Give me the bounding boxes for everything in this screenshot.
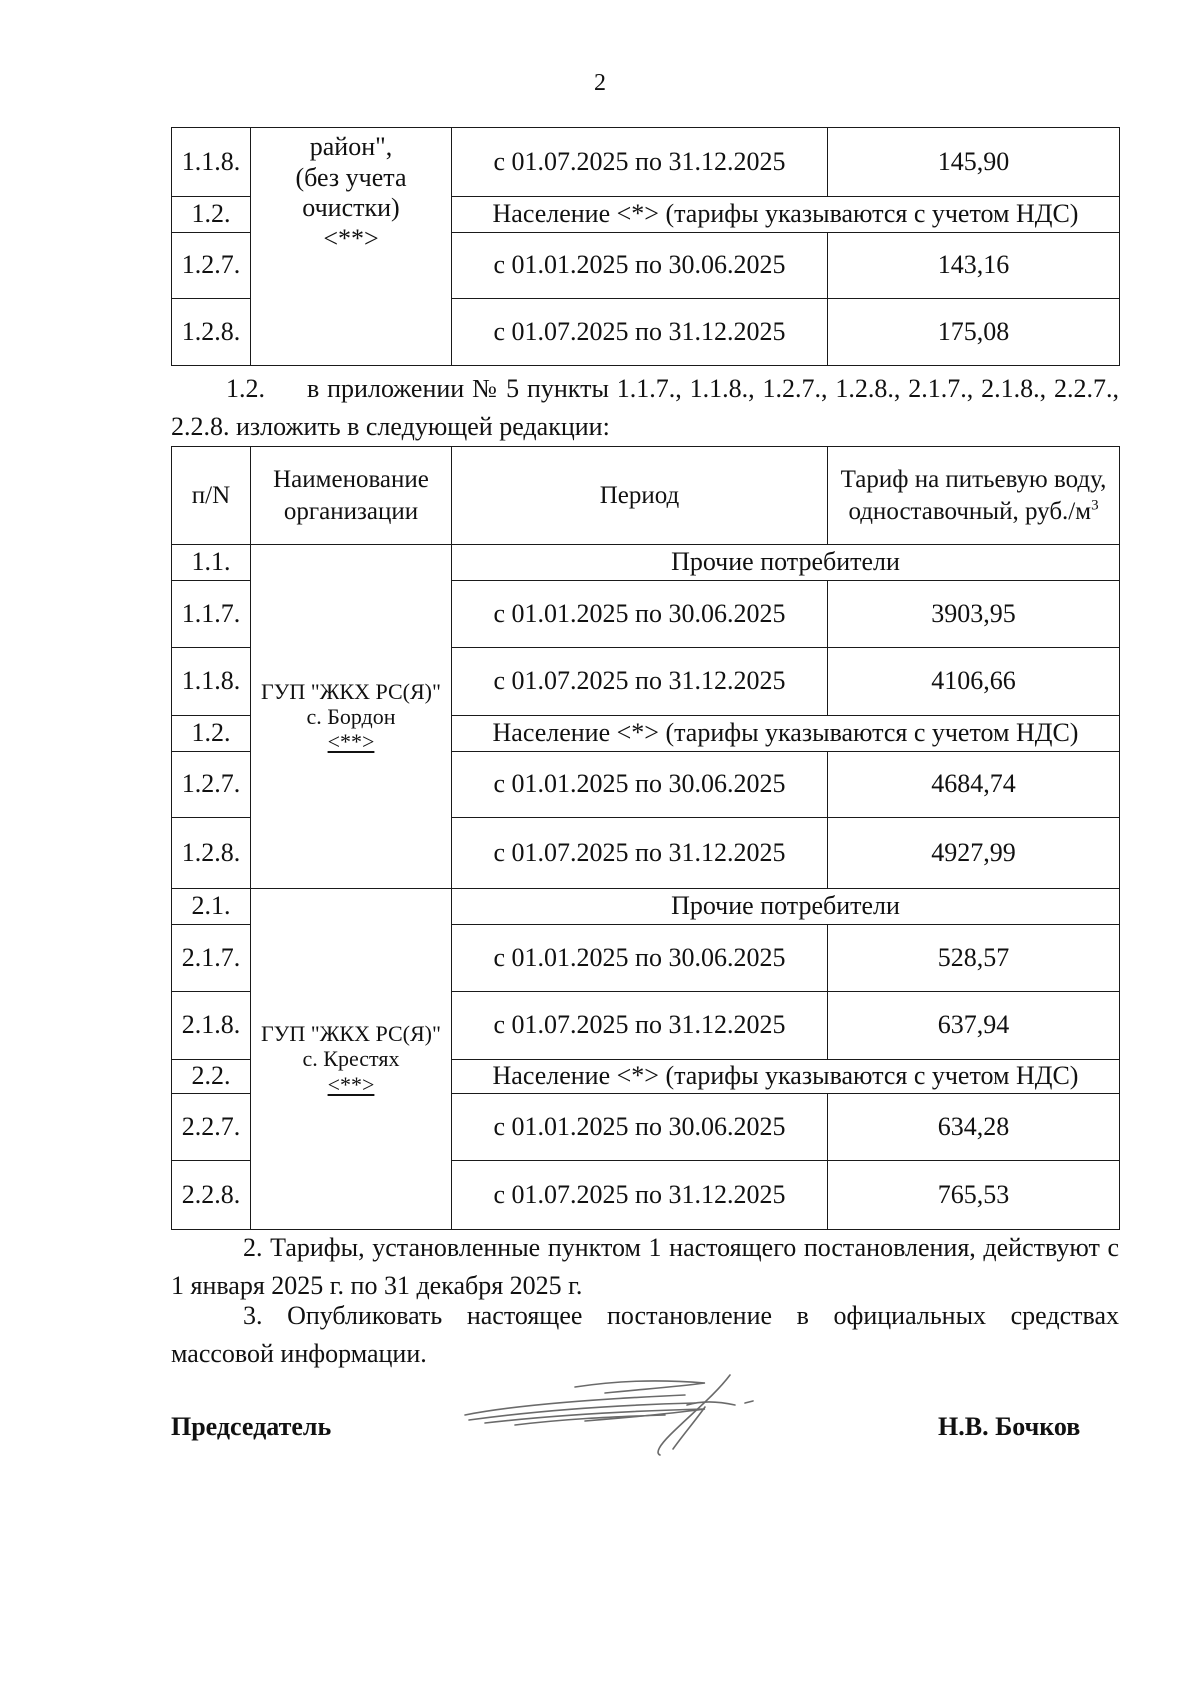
org-place: с. Бордон: [306, 703, 396, 729]
org-name: ГУП "ЖКХ РС(Я)": [261, 1021, 441, 1047]
row-number: 2.2.: [172, 1060, 251, 1094]
row-number: 1.1.: [172, 545, 251, 581]
row-number: 1.2.8.: [172, 818, 251, 889]
period-cell: с 01.01.2025 по 30.06.2025: [452, 233, 828, 299]
group-label: Население <*> (тарифы указываются с учетом НДС): [452, 716, 1120, 752]
org-line: очистки): [302, 193, 400, 223]
tariff-value: 634,28: [828, 1094, 1120, 1161]
row-number: 1.1.8.: [172, 128, 251, 197]
tariff-value: 175,08: [828, 299, 1120, 366]
row-number: 2.2.7.: [172, 1094, 251, 1161]
row-number: 1.1.7.: [172, 581, 251, 648]
tariff-value: 637,94: [828, 992, 1120, 1060]
header-tariff-superscript: 3: [1091, 497, 1099, 514]
paragraph-3: [171, 1297, 1119, 1373]
period-cell: с 01.01.2025 по 30.06.2025: [452, 752, 828, 818]
group-label: Население <*> (тарифы указываются с учетом НДС): [452, 1060, 1120, 1094]
tariff-table-appendix-5: [171, 446, 1120, 1230]
period-cell: с 01.07.2025 по 31.12.2025: [452, 299, 828, 366]
handwritten-signature: [455, 1365, 775, 1465]
table-row: [172, 889, 1120, 925]
tariff-table-continuation: [171, 127, 1120, 366]
page-number: 2: [594, 70, 606, 96]
paragraph-text: 3. Опубликовать настоящее постановление в официальных средствах массовой информации.: [171, 1301, 1119, 1368]
organization-cell: [251, 889, 452, 1230]
tariff-value: 3903,95: [828, 581, 1120, 648]
paragraph-number: 1.2.: [226, 374, 265, 403]
tariff-value: 765,53: [828, 1161, 1120, 1230]
header-tariff-text: Тариф на питьевую воду, одноставочный, руб./м: [840, 465, 1107, 525]
group-label: Прочие потребители: [452, 889, 1120, 925]
org-note: <**>: [327, 1071, 375, 1097]
row-number: 1.1.8.: [172, 648, 251, 716]
tariff-value: 528,57: [828, 925, 1120, 992]
org-line: район",: [309, 132, 393, 161]
org-name: ГУП "ЖКХ РС(Я)": [261, 678, 441, 704]
header-period: Период: [452, 447, 828, 545]
paragraph-1-2: [171, 370, 1119, 446]
org-note: <**>: [323, 224, 379, 254]
row-number: 2.1.8.: [172, 992, 251, 1060]
period-cell: с 01.07.2025 по 31.12.2025: [452, 992, 828, 1060]
org-place: с. Крестях: [302, 1046, 400, 1072]
period-cell: с 01.07.2025 по 31.12.2025: [452, 128, 828, 197]
row-number: 2.1.7.: [172, 925, 251, 992]
row-number: 2.1.: [172, 889, 251, 925]
period-cell: с 01.07.2025 по 31.12.2025: [452, 1161, 828, 1230]
organization-cell: [251, 545, 452, 889]
tariff-value: 145,90: [828, 128, 1120, 197]
header-organization: Наименование организации: [251, 447, 452, 545]
tariff-value: 4927,99: [828, 818, 1120, 889]
row-number: 1.2.7.: [172, 752, 251, 818]
table-row: [172, 545, 1120, 581]
row-number: 2.2.8.: [172, 1161, 251, 1230]
tariff-value: 4684,74: [828, 752, 1120, 818]
group-label: Прочие потребители: [452, 545, 1120, 581]
row-number: 1.2.: [172, 716, 251, 752]
row-number: 1.2.8.: [172, 299, 251, 366]
signatory-name: Н.В. Бочков: [938, 1412, 1081, 1441]
group-label: Население <*> (тарифы указываются с учетом НДС): [452, 197, 1120, 233]
header-number: п/N: [172, 447, 251, 545]
table-row: [172, 128, 1120, 197]
period-cell: с 01.07.2025 по 31.12.2025: [452, 648, 828, 716]
org-line: (без учета: [295, 162, 407, 192]
tariff-value: 143,16: [828, 233, 1120, 299]
paragraph-text: в приложении № 5 пункты 1.1.7., 1.1.8., 1.2.7., 1.2.8., 2.1.7., 2.1.8., 2.2.7., 2.2.8. изложить в следующей редакции:: [171, 374, 1119, 441]
organization-cell: [251, 128, 452, 366]
org-note: <**>: [327, 729, 375, 755]
period-cell: с 01.01.2025 по 30.06.2025: [452, 925, 828, 992]
header-tariff: [828, 447, 1120, 545]
period-cell: с 01.07.2025 по 31.12.2025: [452, 818, 828, 889]
paragraph-text: 2. Тарифы, установленные пунктом 1 настоящего постановления, действуют с 1 января 2025 г. по 31 декабря 2025 г.: [171, 1233, 1119, 1300]
row-number: 1.2.: [172, 197, 251, 233]
signatory-role: Председатель: [171, 1412, 332, 1441]
period-cell: с 01.01.2025 по 30.06.2025: [452, 1094, 828, 1161]
tariff-value: 4106,66: [828, 648, 1120, 716]
row-number: 1.2.7.: [172, 233, 251, 299]
table-header-row: [172, 447, 1120, 545]
paragraph-2: [171, 1229, 1119, 1305]
period-cell: с 01.01.2025 по 30.06.2025: [452, 581, 828, 648]
